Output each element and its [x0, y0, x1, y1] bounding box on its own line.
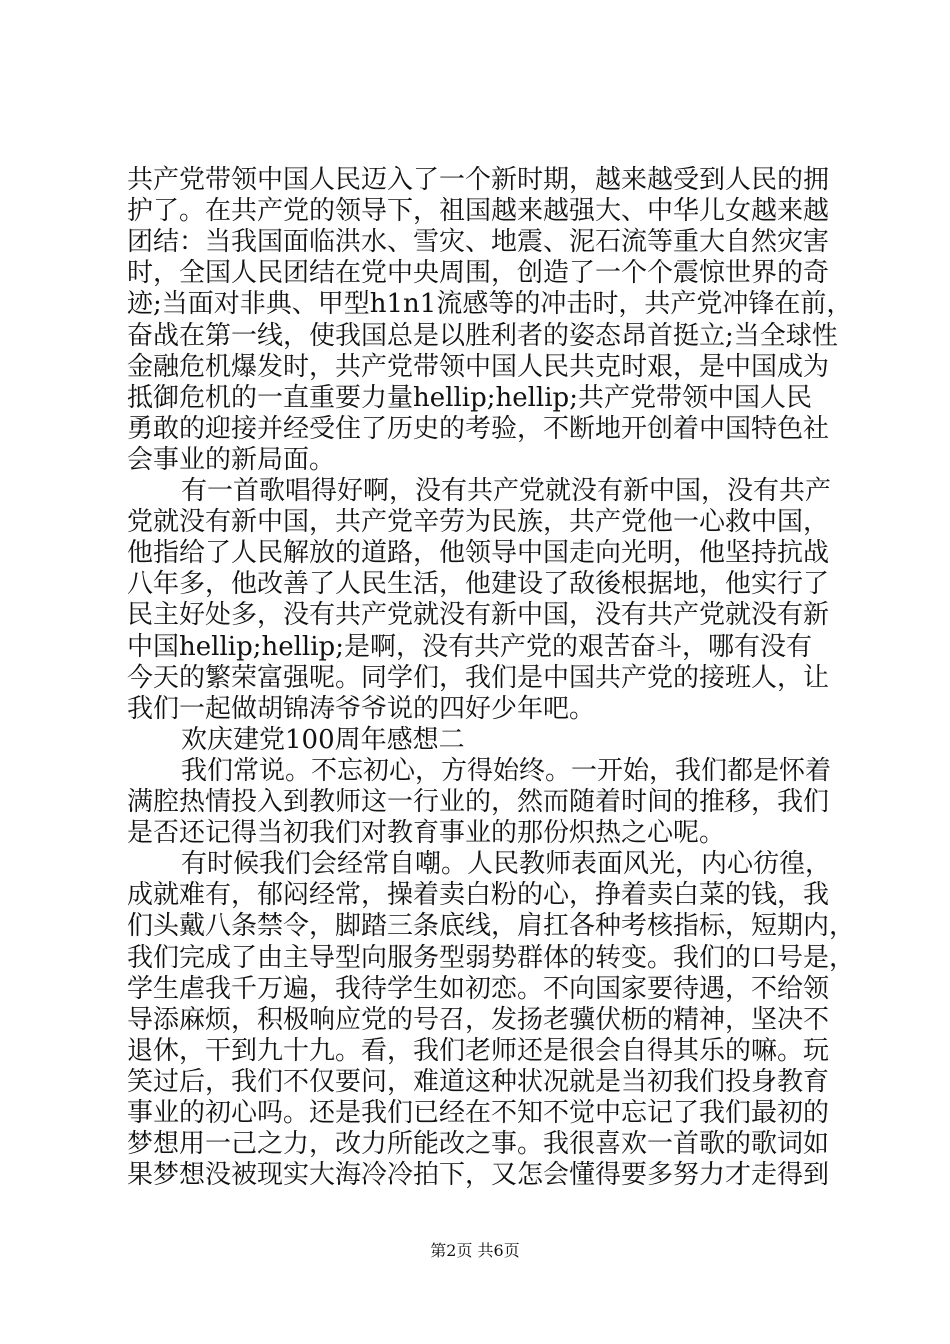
- text-line: 导添麻烦，积极响应党的号召，发扬老骥伏枥的精神，坚决不: [127, 1004, 830, 1035]
- text-line: 有时候我们会经常自嘲。人民教师表面风光，内心彷徨，: [181, 849, 832, 880]
- text-line: 会事业的新局面。: [127, 444, 336, 475]
- text-line: 八年多，他改善了人民生活，他建设了敌後根据地，他实行了: [127, 569, 830, 600]
- text-line: 梦想用一己之力，改力所能改之事。我很喜欢一首歌的歌词如: [127, 1129, 830, 1160]
- text-line: 学生虐我千万遍，我待学生如初恋。不向国家要待遇，不给领: [127, 973, 830, 1004]
- text-line: 是否还记得当初我们对教育事业的那份炽热之心呢。: [127, 818, 726, 849]
- text-line: 抵御危机的一直重要力量hellip;hellip;共产党带领中国人民: [127, 382, 812, 413]
- page-footer: 第2页 共6页: [430, 1241, 520, 1260]
- text-line: 今天的繁荣富强呢。同学们，我们是中国共产党的接班人，让: [127, 662, 830, 693]
- text-line: 我们常说。不忘初心，方得始终。一开始，我们都是怀着: [181, 755, 832, 786]
- text-line: 他指给了人民解放的道路，他领导中国走向光明，他坚持抗战: [127, 538, 830, 569]
- text-line: 果梦想没被现实大海冷冷拍下，又怎会懂得要多努力才走得到: [127, 1160, 830, 1191]
- text-line: 事业的初心吗。还是我们已经在不知不觉中忘记了我们最初的: [127, 1098, 830, 1128]
- text-line: 勇敢的迎接并经受住了历史的考验，不断地开创着中国特色社: [127, 413, 830, 444]
- text-line: 们头戴八条禁令，脚踏三条底线，肩扛各种考核指标，短期内，: [127, 911, 856, 942]
- text-line: 时，全国人民团结在党中央周围，创造了一个个震惊世界的奇: [127, 258, 830, 289]
- text-line: 党就没有新中国，共产党辛劳为民族，共产党他一心救中国，: [127, 507, 830, 538]
- text-line: 有一首歌唱得好啊，没有共产党就没有新中国，没有共产: [181, 476, 832, 506]
- text-line: 我们一起做胡锦涛爷爷说的四好少年吧。: [127, 693, 596, 724]
- text-line: 退休，干到九十九。看，我们老师还是很会自得其乐的嘛。玩: [127, 1035, 830, 1066]
- text-line: 民主好处多，没有共产党就没有新中国，没有共产党就没有新: [127, 600, 830, 631]
- text-line: 笑过后，我们不仅要问，难道这种状况就是当初我们投身教育: [127, 1066, 830, 1097]
- text-line: 奋战在第一线，使我国总是以胜利者的姿态昂首挺立;当全球性: [127, 320, 838, 351]
- text-line: 金融危机爆发时，共产党带领中国人民共克时艰，是中国成为: [127, 351, 830, 382]
- text-line: 中国hellip;hellip;是啊，没有共产党的艰苦奋斗，哪有没有: [127, 631, 812, 662]
- text-line: 共产党带领中国人民迈入了一个新时期，越来越受到人民的拥: [127, 165, 830, 195]
- text-line: 欢庆建党100周年感想二: [181, 724, 465, 755]
- text-line: 护了。在共产党的领导下，祖国越来越强大、中华儿女越来越: [127, 196, 830, 227]
- text-line: 我们完成了由主导型向服务型弱势群体的转变。我们的口号是，: [127, 942, 856, 973]
- text-line: 迹;当面对非典、甲型h1n1流感等的冲击时，共产党冲锋在前，: [127, 289, 853, 320]
- text-line: 团结：当我国面临洪水、雪灾、地震、泥石流等重大自然灾害: [127, 227, 830, 258]
- text-line: 成就难有，郁闷经常，操着卖白粉的心，挣着卖白菜的钱，我: [127, 880, 830, 911]
- text-line: 满腔热情投入到教师这一行业的，然而随着时间的推移，我们: [127, 787, 830, 817]
